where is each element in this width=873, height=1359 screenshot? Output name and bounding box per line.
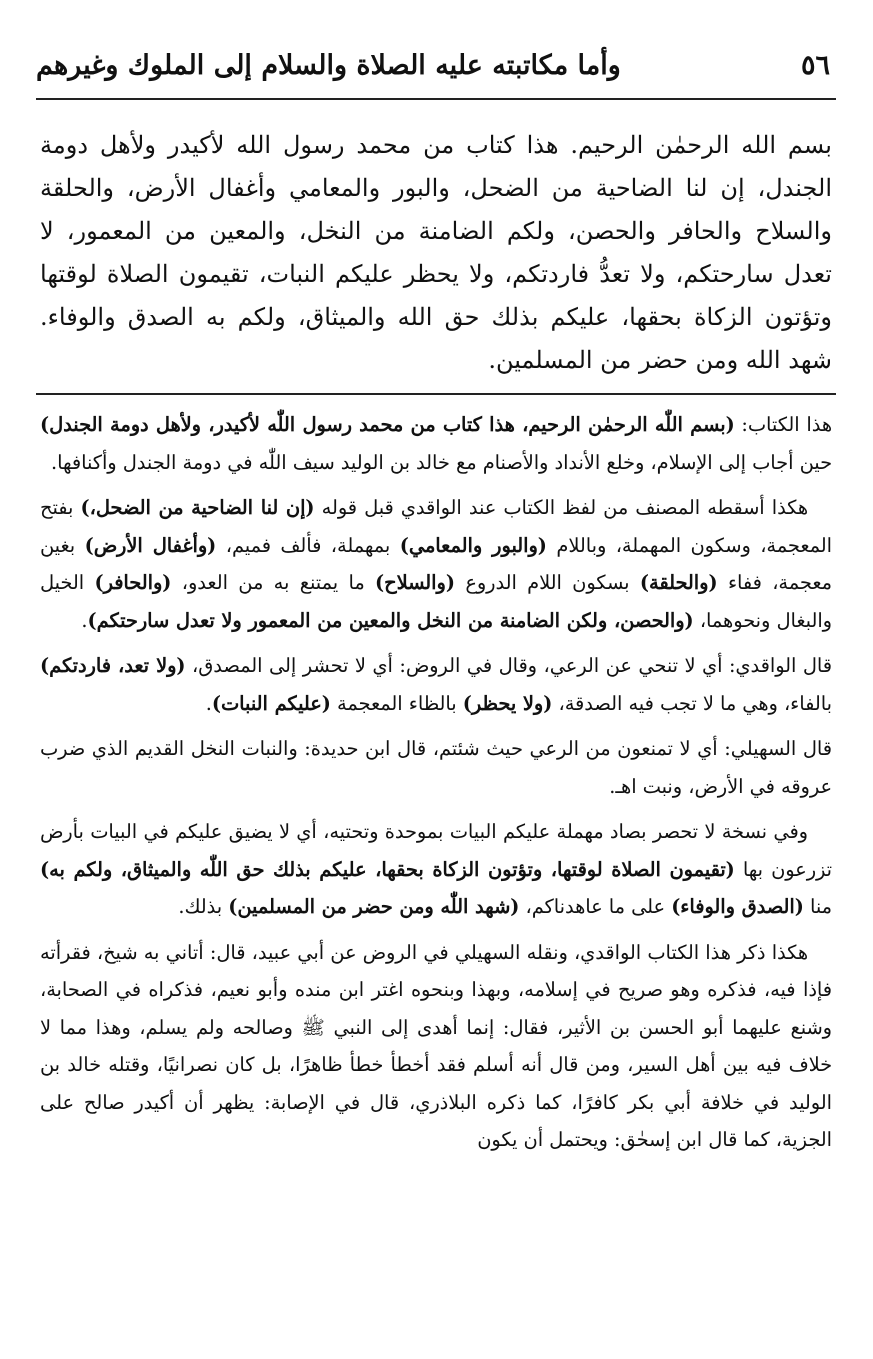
page-number: ٥٦ [800, 50, 830, 81]
letter-text: بسم الله الرحمٰن الرحيم. هذا كتاب من محمد رسول الله لأكيدر ولأهل دومة الجندل، إن لنا الضاحية من الضحل، والبور والمعامي وأغفال الأرض، والحلقة والسلاح والحافر والحصن، ولكم الضامنة من النخل، والمعين من المعمور، لا تعدل سارحتكم، ولا تعدُّ فاردتكم، ولا يحظر عليكم النبات، تقيمون الصلاة لوقتها وتؤتون الزكاة بحقها، عليكم بذلك حق الله والميثاق، ولكم به الصدق والوفاء. شهد الله ومن حضر من المسلمين. [40, 131, 832, 374]
section-divider [36, 393, 836, 395]
commentary-paragraph-6: هكذا ذكر هذا الكتاب الواقدي، ونقله السهيلي في الروض عن أبي عبيد، قال: أتاني به شيخ، فقرأته فإذا فيه، فذكره وهو صريح في إسلامه، وبهذا وبنحوه اغتر ابن منده وأبو نعيم، فذكراه في الصحابة، وشنع عليهما أبو الحسن بن الأثير، فقال: إنما أهدى إلى النبي ﷺ وصالحه ولم يسلم، وهذا مما لا خلاف فيه بين أهل السير، ومن قال أنه أسلم فقد أخطأ خطأ ظاهرًا، بل كان نصرانيًا، وقتله خالد بن الوليد في خلافة أبي بكر كافرًا، كما ذكره البلاذري، قال في الإصابة: يظهر أن أكيدر صالح على الجزية، كما قال ابن إسحٰق: ويحتمل أن يكون [40, 940, 832, 1151]
commentary-paragraph-2: هكذا أسقطه المصنف من لفظ الكتاب عند الواقدي قبل قوله (إن لنا الضاحية من الضحل،) بفتح المعجمة، وسكون المهملة، وباللام (والبور والمعامي) بمهملة، فألف فميم، (وأغفال الأرض) بغين معجمة، ففاء (والحلقة) بسكون اللام الدروع (والسلاح) ما يمتنع به من العدو، (والحافر) الخيل والبغال ونحوهما، (والحصن، ولكن الضامنة من النخل والمعين من المعمور ولا تعدل سارحتكم). [40, 496, 833, 632]
commentary-paragraph-1: هذا الكتاب: (بسم اللّٰه الرحمٰن الرحيم، هذا كتاب من محمد رسول اللّٰه لأكيدر، ولأهل دومة الجندل) حين أجاب إلى الإسلام، وخلع الأنداد والأصنام مع خالد بن الوليد سيف اللّٰه في دومة الجندل وأكنافها. [40, 413, 832, 474]
commentary-paragraph-5: وفي نسخة لا تحصر بصاد مهملة عليكم البيات بموحدة وتحتيه، أي لا يضيق عليكم في البيات بأرض تزرعون بها (تقيمون الصلاة لوقتها، وتؤتون الزكاة بحقها، عليكم بذلك حق اللّٰه والميثاق، ولكم به) منا (الصدق والوفاء) على ما عاهدناكم، (شهد اللّٰه ومن حضر من المسلمين) بذلك. [40, 820, 833, 918]
commentary-paragraph-4: قال السهيلي: أي لا تمنعون من الرعي حيث شئتم، قال ابن حديدة: والنبات النخل القديم الذي ضرب عروقه في الأرض، ونبت اهـ. [40, 737, 832, 798]
running-title: وأما مكاتبته عليه الصلاة والسلام إلى الملوك وغيرهم [36, 50, 621, 81]
commentary-paragraph-3: قال الواقدي: أي لا تنحي عن الرعي، وقال في الروض: أي لا تحشر إلى المصدق، (ولا تعد، فاردتكم) بالفاء، وهي ما لا تجب فيه الصدقة، (ولا يحظر) بالظاء المعجمة (عليكم النبات). [40, 654, 833, 715]
book-page [36, 28, 836, 1338]
header-divider [36, 98, 836, 100]
page-header [36, 50, 836, 94]
commentary [40, 406, 832, 1167]
